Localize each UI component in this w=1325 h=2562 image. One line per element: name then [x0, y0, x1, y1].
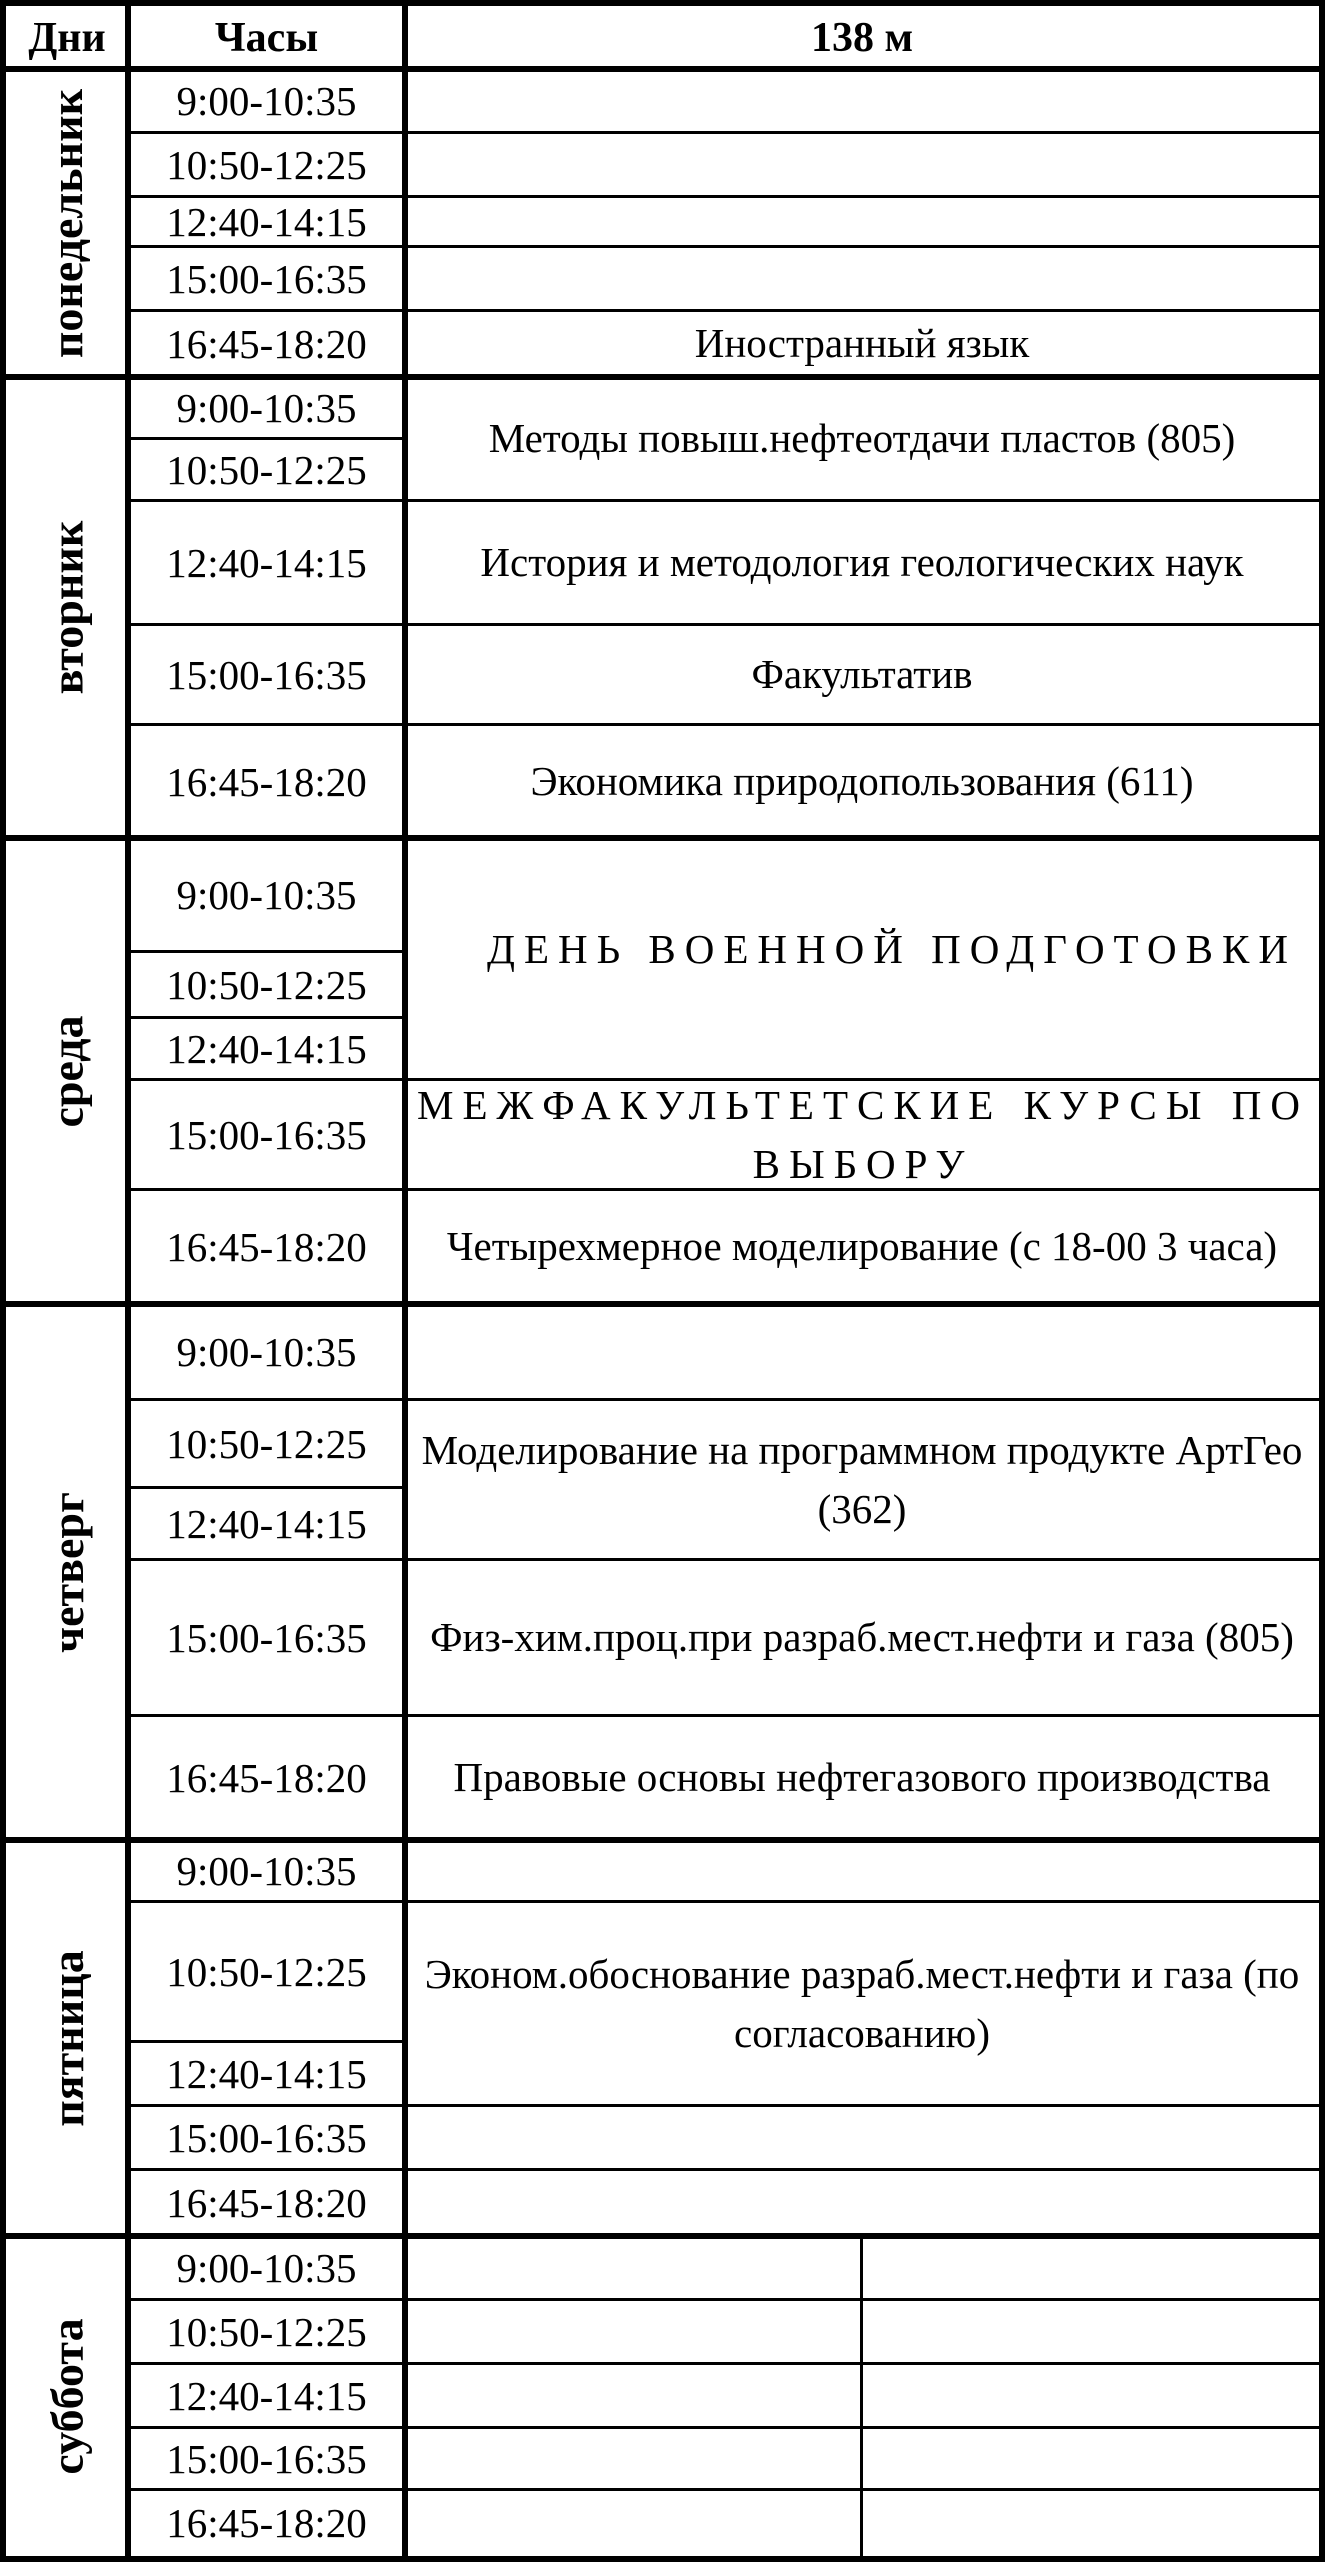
row-divider	[128, 1078, 1319, 1081]
time-slot: 16:45-18:20	[166, 1224, 367, 1270]
day-monday: понедельник	[41, 88, 93, 358]
time-slot: 12:40-14:15	[166, 1501, 367, 1547]
subject-cell: Физ-хим.проц.при разраб.мест.нефти и газа (805)	[430, 1614, 1294, 1661]
table-border	[1319, 0, 1325, 2562]
table-border	[0, 0, 1325, 6]
time-slot: 9:00-10:35	[176, 1329, 357, 1375]
day-divider	[0, 2233, 1325, 2239]
time-slot: 10:50-12:25	[166, 142, 367, 188]
row-divider	[128, 245, 1319, 248]
time-slot: 9:00-10:35	[176, 78, 357, 124]
time-slot: 15:00-16:35	[166, 2115, 367, 2161]
row-divider	[128, 437, 405, 440]
subject-cell: Моделирование на программном продукте АртГео (362)	[421, 1426, 1303, 1532]
subject-cell: Факультатив	[751, 651, 973, 698]
row-divider	[128, 723, 1319, 726]
time-slot: 15:00-16:35	[166, 1112, 367, 1158]
time-slot: 16:45-18:20	[166, 2500, 367, 2546]
row-divider	[128, 1714, 1319, 1717]
row-divider	[128, 1188, 1319, 1191]
row-divider	[128, 2488, 1319, 2491]
time-slot: 16:45-18:20	[166, 321, 367, 367]
time-slot: 10:50-12:25	[166, 1421, 367, 1467]
subject-cell: Правовые основы нефтегазового производства	[453, 1754, 1271, 1801]
time-slot: 12:40-14:15	[166, 1026, 367, 1072]
row-divider	[0, 66, 1325, 72]
column-divider	[402, 0, 408, 2562]
row-divider	[128, 1398, 1319, 1401]
time-slot: 16:45-18:20	[166, 1755, 367, 1801]
time-slot: 12:40-14:15	[166, 2051, 367, 2097]
header-days: Дни	[28, 14, 106, 61]
row-divider	[128, 950, 405, 953]
header-group: 138 м	[810, 14, 914, 61]
row-divider	[128, 623, 1319, 626]
subject-cell: Экономика природопользования (611)	[530, 757, 1194, 804]
row-divider	[128, 1900, 1319, 1903]
table-border	[0, 2556, 1325, 2562]
subject-cell: МЕЖФАКУЛЬТЕТСКИЕ КУРСЫ ПО ВЫБОРУ	[417, 1081, 1309, 1187]
row-divider	[128, 1558, 1319, 1561]
table-border	[0, 0, 6, 2562]
subject-cell: ДЕНЬ ВОЕННОЙ ПОДГОТОВКИ	[487, 926, 1297, 973]
time-slot: 9:00-10:35	[176, 1848, 357, 1894]
header-hours: Часы	[214, 14, 319, 61]
time-slot: 16:45-18:20	[166, 758, 367, 805]
row-divider	[128, 2104, 1319, 2107]
day-wednesday: среда	[41, 1014, 93, 1128]
subject-cell: Четырехмерное моделирование (с 18-00 3 часа)	[446, 1223, 1278, 1270]
time-slot: 9:00-10:35	[176, 385, 357, 431]
row-divider	[128, 2426, 1319, 2429]
day-divider	[0, 374, 1325, 380]
row-divider	[128, 2040, 405, 2043]
day-saturday: суббота	[41, 2317, 93, 2475]
row-divider	[128, 2298, 1319, 2301]
time-slot: 10:50-12:25	[166, 2309, 367, 2355]
time-slot: 12:40-14:15	[166, 540, 367, 586]
time-slot: 12:40-14:15	[166, 199, 367, 245]
row-divider	[128, 1486, 405, 1489]
time-slot: 15:00-16:35	[166, 2436, 367, 2482]
row-divider	[128, 2168, 1319, 2171]
subject-cell: История и методология геологических наук	[480, 539, 1244, 586]
day-divider	[0, 1837, 1325, 1843]
time-slot: 15:00-16:35	[166, 1615, 367, 1661]
subject-cell: Методы повыш.нефтеотдачи пластов (805)	[488, 415, 1236, 462]
day-friday: пятница	[41, 1949, 93, 2127]
column-divider	[860, 2236, 863, 2562]
time-slot: 10:50-12:25	[166, 447, 367, 493]
subject-cell: Эконом.обоснование разраб.мест.нефти и газа (по согласованию)	[424, 1950, 1300, 2056]
time-slot: 16:45-18:20	[166, 2180, 367, 2226]
row-divider	[128, 309, 1319, 312]
time-slot: 9:00-10:35	[176, 872, 357, 918]
day-divider	[0, 1301, 1325, 1307]
time-slot: 10:50-12:25	[166, 1949, 367, 1995]
day-thursday: четверг	[41, 1491, 93, 1653]
column-divider	[125, 0, 131, 2562]
time-slot: 9:00-10:35	[176, 2245, 357, 2291]
row-divider	[128, 131, 1319, 134]
day-tuesday: вторник	[41, 520, 93, 695]
row-divider	[128, 499, 1319, 502]
time-slot: 12:40-14:15	[166, 2373, 367, 2419]
row-divider	[128, 195, 1319, 198]
time-slot: 15:00-16:35	[166, 256, 367, 302]
subject-cell: Иностранный язык	[694, 320, 1030, 367]
time-slot: 10:50-12:25	[166, 962, 367, 1008]
row-divider	[128, 2362, 1319, 2365]
time-slot: 15:00-16:35	[166, 652, 367, 698]
row-divider	[128, 1016, 405, 1019]
day-divider	[0, 835, 1325, 841]
